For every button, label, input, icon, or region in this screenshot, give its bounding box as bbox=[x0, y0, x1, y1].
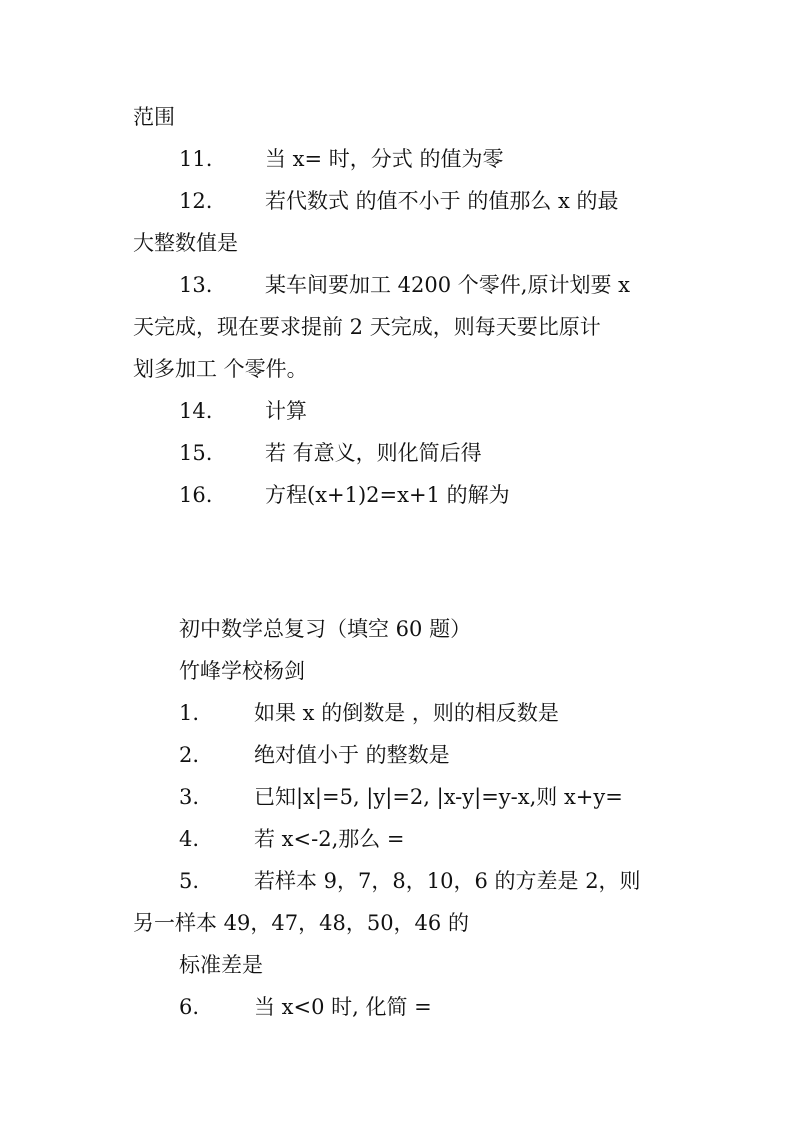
question-13-text: 某车间要加工 4200 个零件,原计划要 x bbox=[265, 273, 630, 297]
question-5-continuation-1: 另一样本 49，47，48，50，46 的 bbox=[133, 911, 469, 935]
question-5-continuation-2: 标准差是 bbox=[179, 953, 263, 977]
question-15-number: 15. bbox=[179, 441, 213, 465]
continuation-text: 范围 bbox=[133, 105, 175, 129]
question-2-number: 2. bbox=[179, 743, 200, 767]
question-11-text: 当 x= 时，分式 的值为零 bbox=[265, 147, 504, 171]
question-5-text: 若样本 9，7，8，10，6 的方差是 2，则 bbox=[254, 869, 641, 893]
question-14-text: 计算 bbox=[265, 399, 307, 423]
question-1-number: 1. bbox=[179, 701, 200, 725]
question-5-number: 5. bbox=[179, 869, 200, 893]
section-title: 初中数学总复习（填空 60 题） bbox=[179, 617, 472, 641]
question-6-number: 6. bbox=[179, 995, 200, 1019]
question-3-text: 已知|x|=5, |y|=2, |x-y|=y-x,则 x+y= bbox=[254, 785, 623, 809]
question-2-text: 绝对值小于 的整数是 bbox=[254, 743, 450, 767]
question-4-text: 若 x<-2,那么 = bbox=[254, 827, 405, 851]
question-1-text: 如果 x 的倒数是 ，则的相反数是 bbox=[254, 701, 559, 725]
question-11-number: 11. bbox=[179, 147, 213, 171]
question-16-text: 方程(x+1)2=x+1 的解为 bbox=[265, 483, 510, 507]
question-13-number: 13. bbox=[179, 273, 213, 297]
question-12-continuation: 大整数值是 bbox=[133, 231, 238, 255]
question-13-continuation-1: 天完成，现在要求提前 2 天完成，则每天要比原计 bbox=[133, 315, 601, 339]
question-14-number: 14. bbox=[179, 399, 213, 423]
question-12-text: 若代数式 的值不小于 的值那么 x 的最 bbox=[265, 189, 619, 213]
author-line: 竹峰学校杨剑 bbox=[179, 659, 305, 683]
question-15-text: 若 有意义，则化简后得 bbox=[265, 441, 482, 465]
question-12-number: 12. bbox=[179, 189, 213, 213]
question-13-continuation-2: 划多加工 个零件。 bbox=[133, 357, 308, 381]
question-16-number: 16. bbox=[179, 483, 213, 507]
question-6-text: 当 x<0 时, 化简 = bbox=[254, 995, 432, 1019]
question-3-number: 3. bbox=[179, 785, 200, 809]
question-4-number: 4. bbox=[179, 827, 200, 851]
